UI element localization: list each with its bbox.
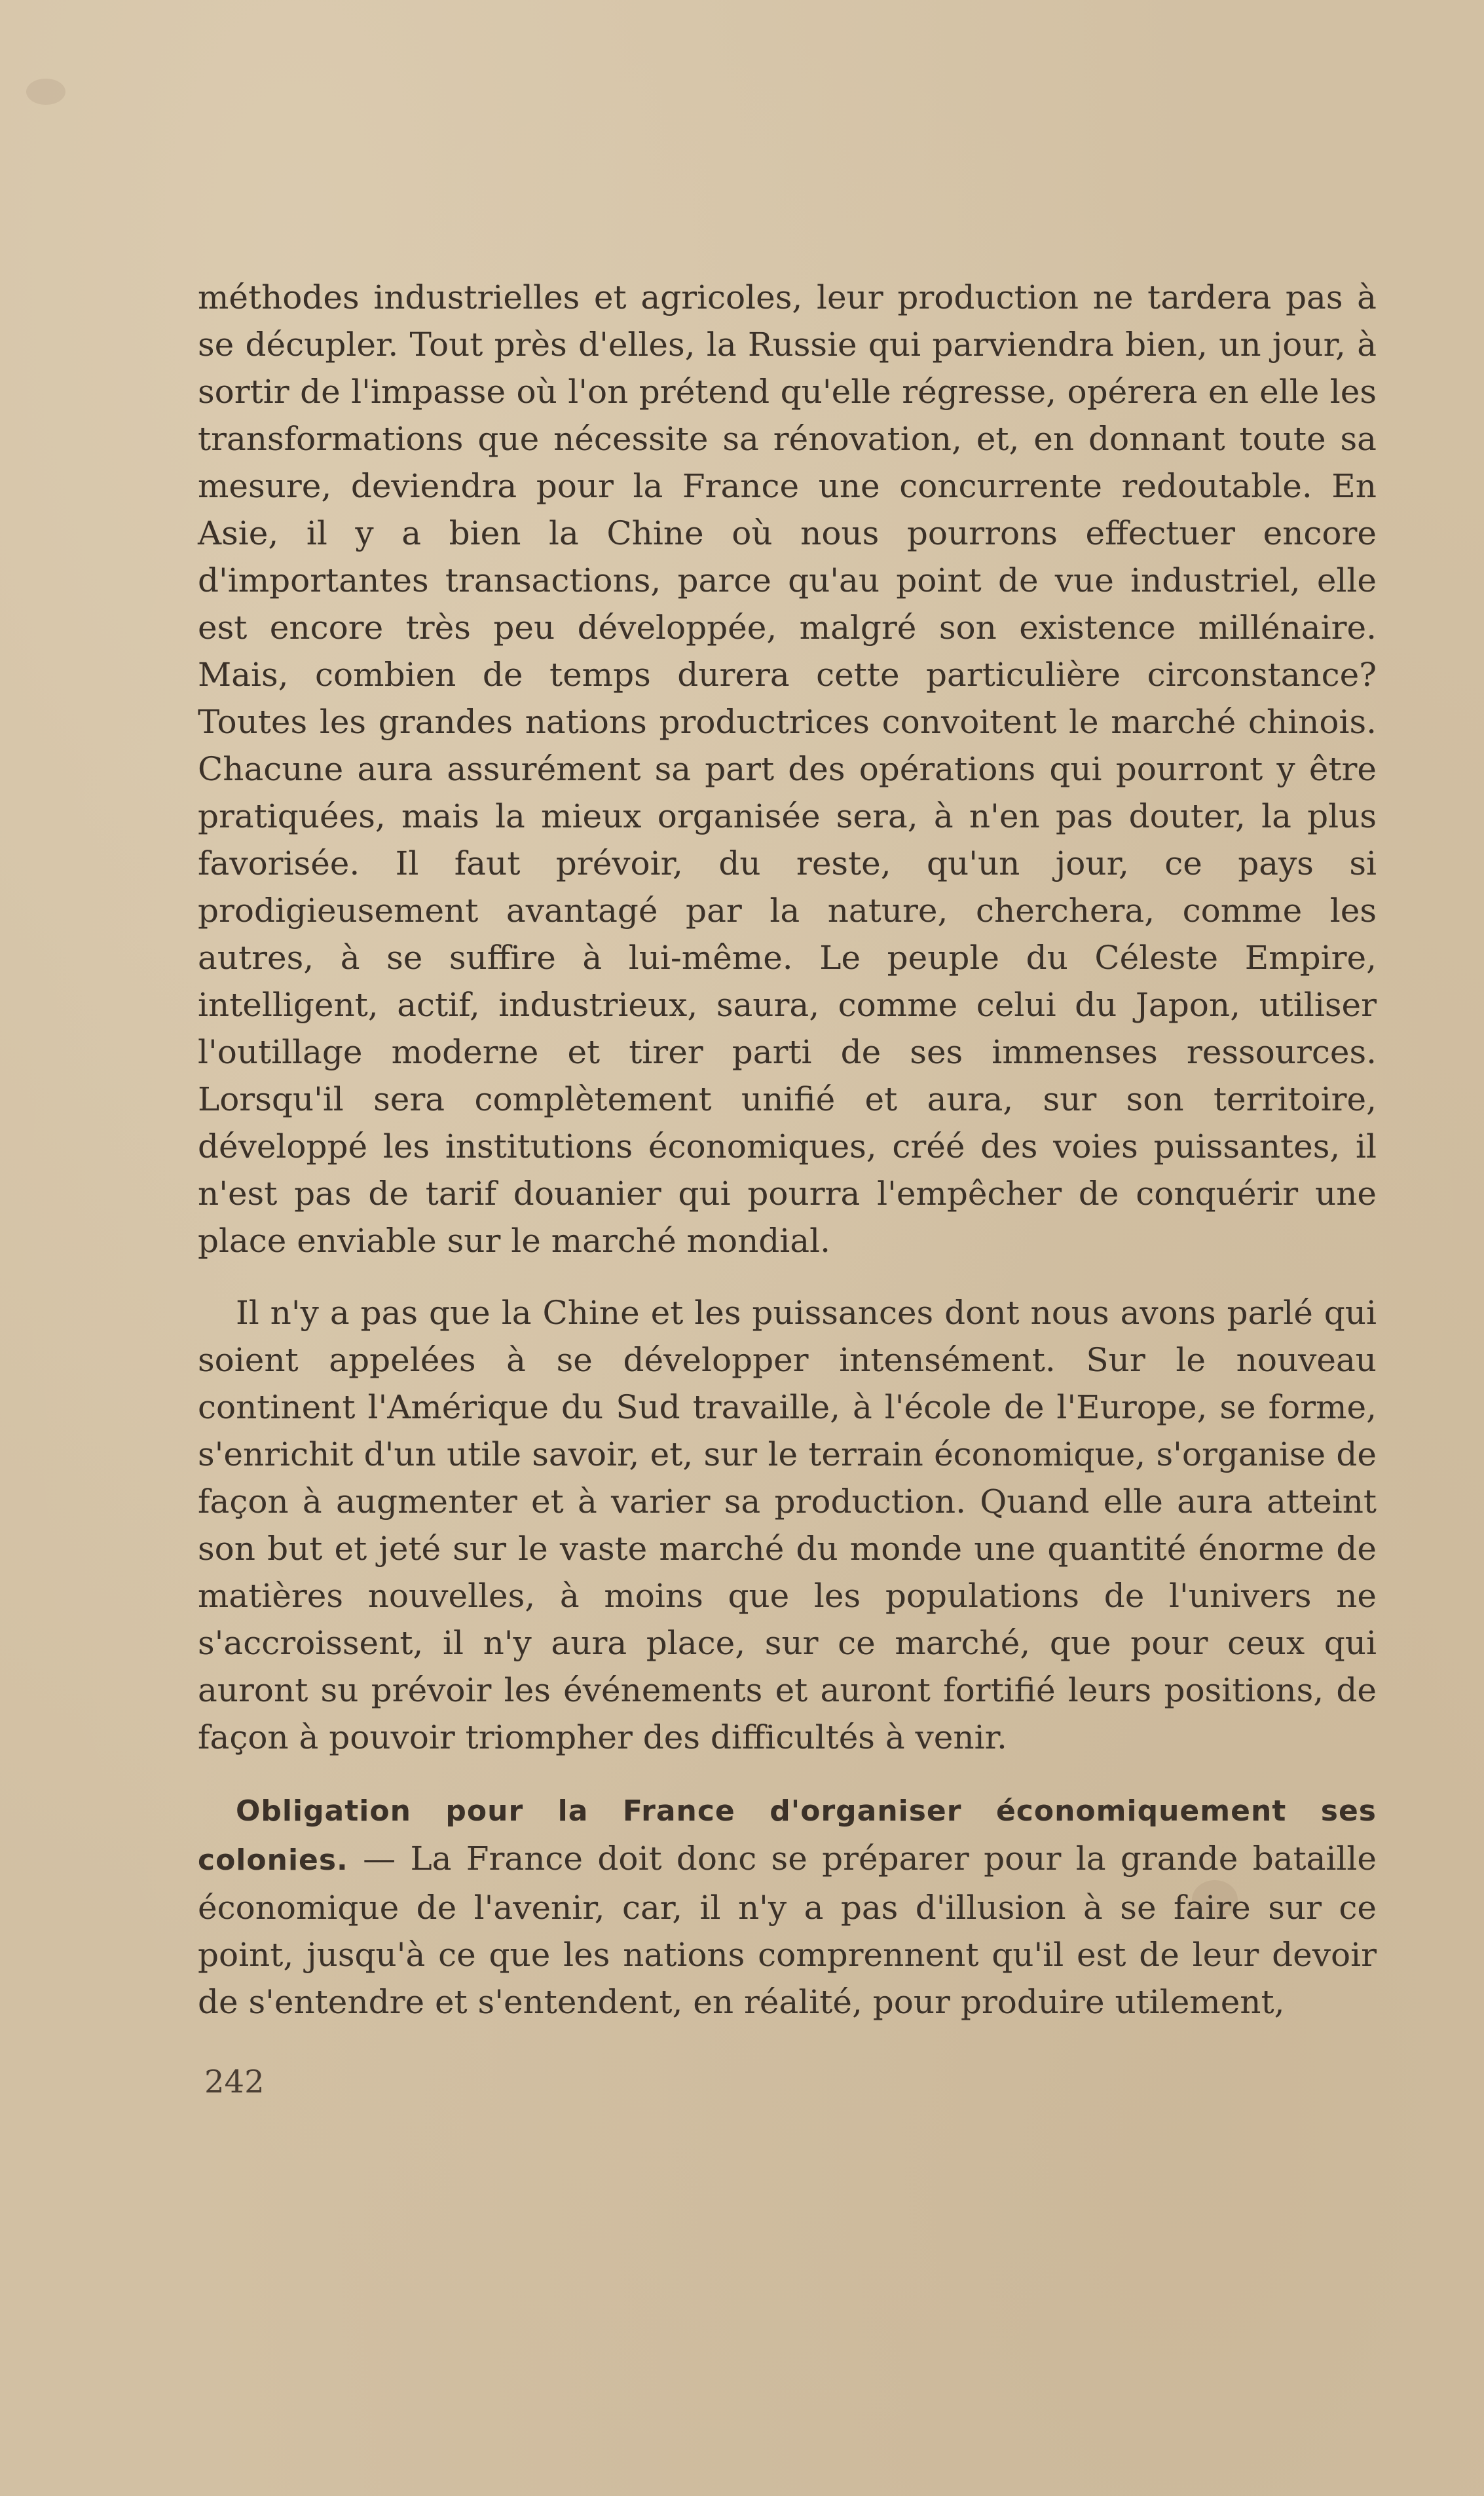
paragraph-1 <box>198 274 1377 1264</box>
paragraph-2-text: Il n'y a pas que la Chine et les puissances dont nous avons parlé qui soient appelées à se développer intensément. Sur le nouveau continent l'Amérique du Sud travaille, à l'école de l'Europe, se forme, s'enrichit d'un utile savoir, et, sur le terrain économique, s'organise de façon à augmenter et à varier sa production. Quand elle aura atteint son but et jeté sur le vaste marché du monde une quantité énorme de matières nouvelles, à moins que les populations de l'univers ne s'accroissent, il n'y aura place, sur ce marché, que pour ceux qui auront su prévoir les événements et auront fortifié leurs positions, de façon à pouvoir triompher des difficultés à venir. <box>198 1294 1377 1756</box>
paragraph-2 <box>198 1289 1377 1761</box>
body-text <box>198 274 1377 2026</box>
paragraph-1-text: méthodes industrielles et agricoles, leur production ne tardera pas à se décupler. Tout près d'elles, la Russie qui parviendra bien, un jour, à sortir de l'impasse où l'on prétend qu'elle régresse, opérera en elle les transformations que nécessite sa rénovation, et, en donnant toute sa mesure, deviendra pour la France une concurrente redoutable. En Asie, il y a bien la Chine où nous pourrons effectuer encore d'importantes transactions, parce qu'au point de vue industriel, elle est encore très peu développée, malgré son existence millénaire. Mais, combien de temps durera cette particulière circonstance? Toutes les grandes nations productrices convoitent le marché chinois. Chacune aura assurément sa part des opérations qui pourront y être pratiquées, mais la mieux organisée sera, à n'en pas douter, la plus favorisée. Il faut prévoir, du reste, qu'un jour, ce pays si prodigieusement avantagé par la nature, cherchera, comme les autres, à se suffire à lui-même. Le peuple du Céleste Empire, intelligent, actif, industrieux, saura, comme celui du Japon, utiliser l'outillage moderne et tirer parti de ses immenses ressources. Lorsqu'il sera complètement unifié et aura, sur son territoire, développé les institutions économiques, créé des voies puissantes, il n'est pas de tarif douanier qui pourra l'empêcher de conquérir une place enviable sur le marché mondial. <box>198 278 1377 1260</box>
section-heading: Obligation pour la France d'organiser économiquement ses colonies. <box>198 1794 1377 1877</box>
page-number: 242 <box>204 2064 265 2100</box>
paragraph-3-text: — La France doit donc se préparer pour la grande bataille économique de l'avenir, car, il n'y a pas d'illusion à se faire sur ce point, jusqu'à ce que les nations comprennent qu'il est de leur devoir de s'entendre et s'entendent, en réalité, pour produire utilement, <box>198 1840 1377 2021</box>
paragraph-3 <box>198 1786 1377 2026</box>
paper-stain <box>26 79 65 105</box>
